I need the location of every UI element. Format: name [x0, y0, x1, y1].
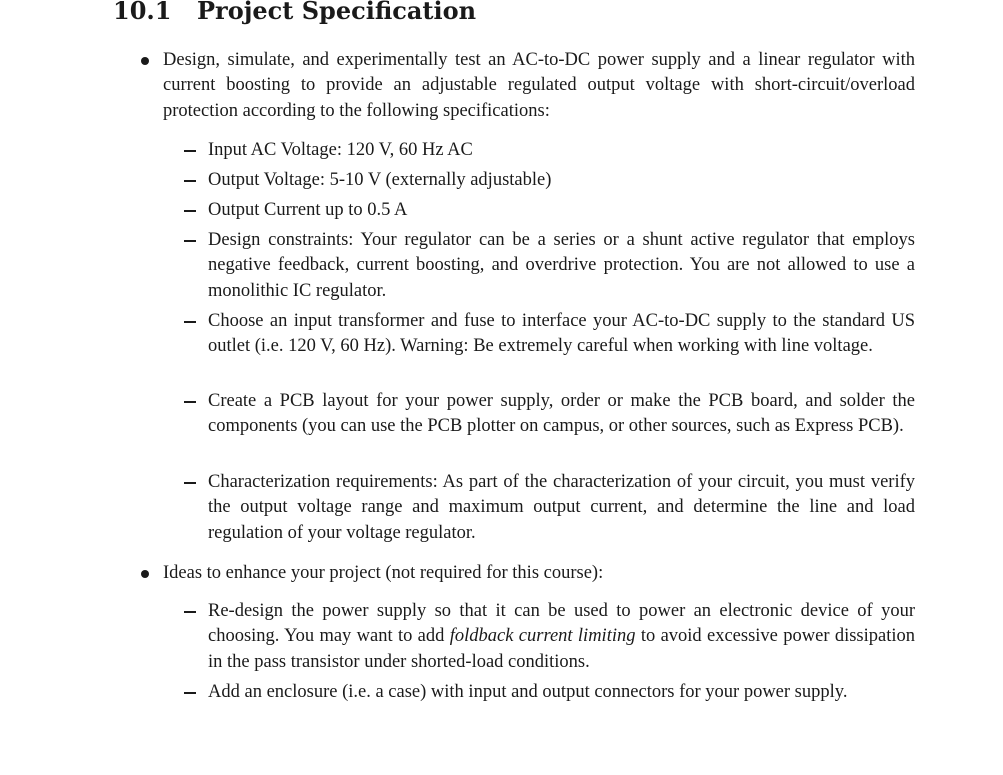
sub-item-emphasis: foldback current limiting	[449, 626, 636, 647]
sub-item-text: Input AC Voltage: 120 V, 60 Hz AC	[208, 140, 473, 160]
sub-item-pcb-layout	[208, 389, 915, 440]
sub-item-transformer-fuse	[208, 309, 915, 360]
dash-icon	[184, 611, 196, 613]
sub-item-text: Output Voltage: 5-10 V (externally adjustable)	[208, 170, 552, 190]
sub-item-text-before: Re-design the power supply so that it can be used to power an electronic device of your choosing. You may want to add	[208, 601, 915, 647]
dash-icon	[184, 180, 196, 182]
sub-item-output-voltage	[208, 168, 915, 193]
sub-item-design-constraints	[208, 228, 915, 304]
sub-item-enclosure	[208, 680, 915, 705]
sub-item-text-after: to avoid excessive power dissipation in the pass transistor under shorted-load conditions.	[208, 626, 915, 672]
dash-icon	[184, 482, 196, 484]
bullet-icon	[141, 57, 149, 65]
sub-item-input-ac-voltage	[208, 138, 915, 163]
section-number: 10.1	[113, 0, 172, 25]
dash-icon	[184, 240, 196, 242]
sub-item-redesign	[208, 599, 915, 675]
dash-icon	[184, 401, 196, 403]
bullet-text: Design, simulate, and experimentally test an AC-to-DC power supply and a linear regulator with current boosting to provide an adjustable regulated output voltage with short-circuit/overload protection according to the following specifications:	[163, 50, 915, 121]
dash-icon	[184, 692, 196, 694]
sub-item-text: Characterization requirements: As part of the characterization of your circuit, you must verify the output voltage range and maximum output current, and determine the line and load regulation of your voltage regulator.	[208, 472, 915, 543]
bullet-item-enhancements	[163, 561, 915, 586]
section-title: Project Specification	[197, 0, 477, 25]
dash-icon	[184, 321, 196, 323]
dash-icon	[184, 210, 196, 212]
section-heading	[113, 0, 476, 28]
bullet-icon	[141, 570, 149, 578]
sub-item-text: Choose an input transformer and fuse to interface your AC-to-DC supply to the standard US outlet (i.e. 120 V, 60 Hz). Warning: Be extremely careful when working with line voltage.	[208, 311, 915, 357]
bullet-item-design	[163, 48, 915, 124]
sub-item-text: Add an enclosure (i.e. a case) with input and output connectors for your power supply.	[208, 682, 848, 702]
dash-icon	[184, 150, 196, 152]
sub-item-text: Create a PCB layout for your power supply, order or make the PCB board, and solder the components (you can use the PCB plotter on campus, or other sources, such as Express PCB).	[208, 391, 915, 437]
sub-item-text: Design constraints: Your regulator can be a series or a shunt active regulator that employs negative feedback, current boosting, and overdrive protection. You are not allowed to use a monolithic IC regulator.	[208, 230, 915, 301]
sub-item-output-current	[208, 198, 915, 223]
sub-item-characterization	[208, 470, 915, 546]
sub-item-text: Output Current up to 0.5 A	[208, 200, 408, 220]
bullet-text: Ideas to enhance your project (not required for this course):	[163, 563, 604, 583]
